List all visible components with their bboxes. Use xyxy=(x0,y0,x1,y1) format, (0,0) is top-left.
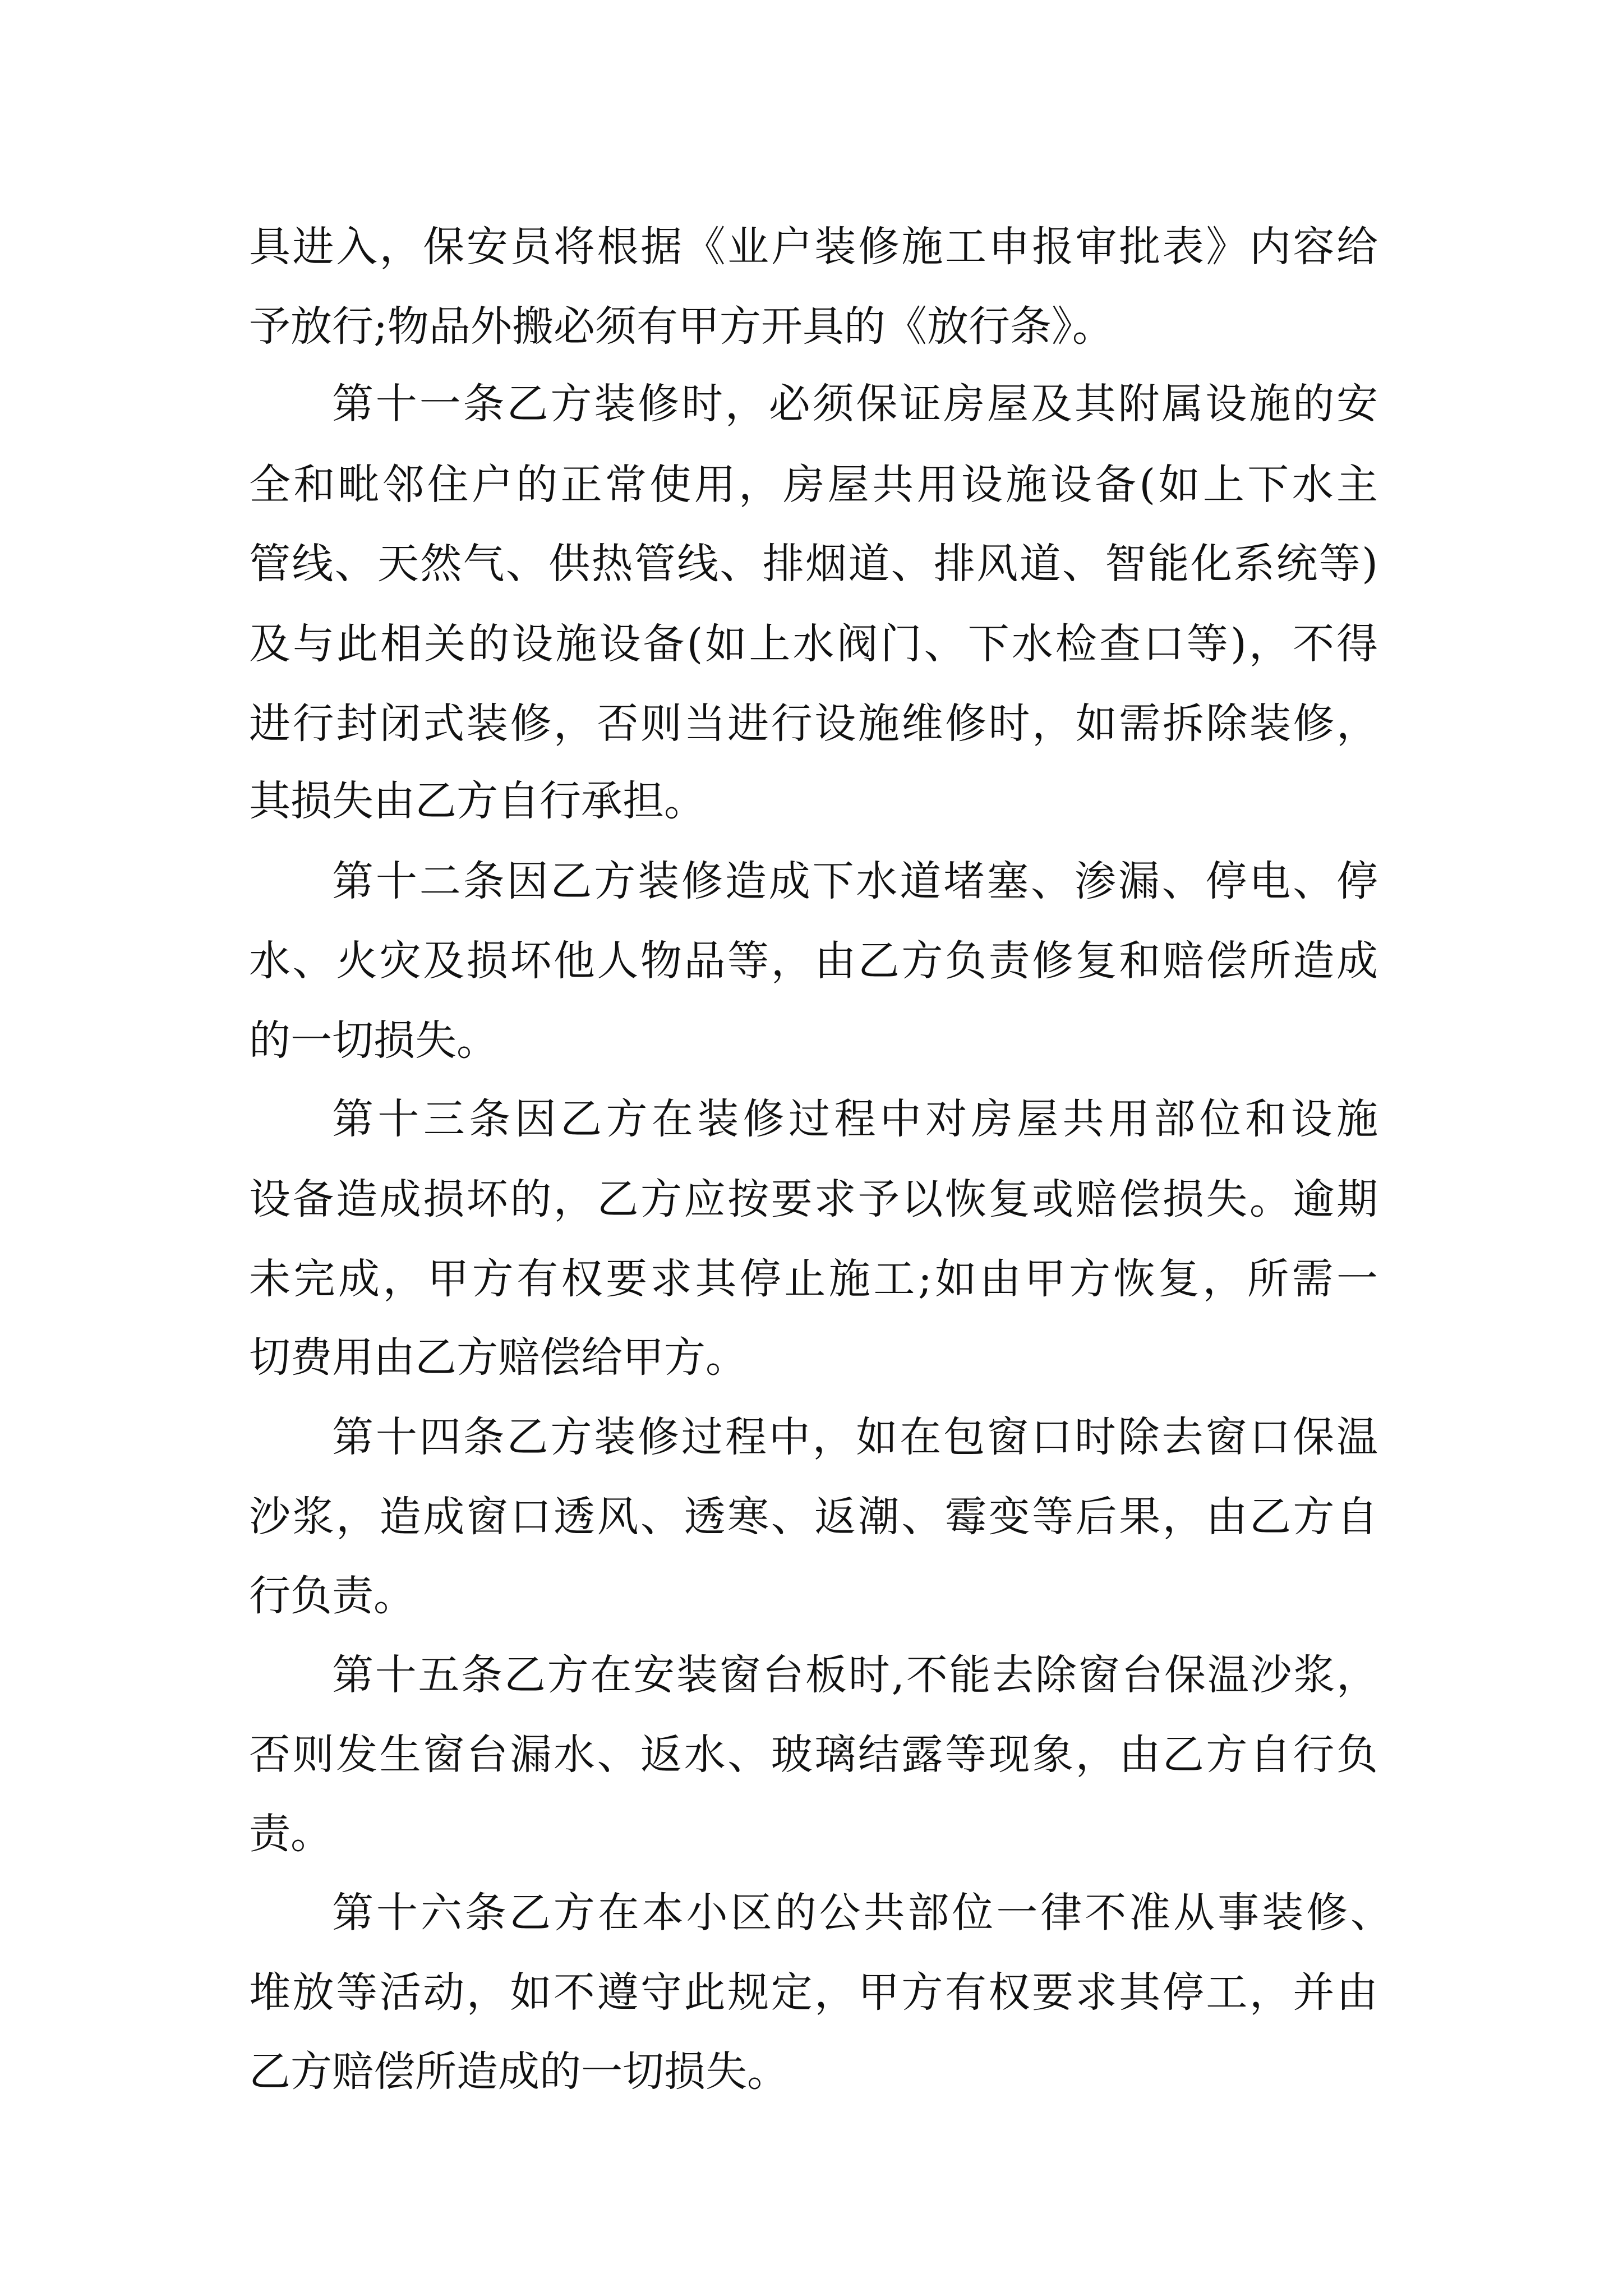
text-line xyxy=(249,1571,1378,1621)
text-line xyxy=(332,1094,1378,1144)
text-line xyxy=(249,1729,1378,1780)
line-text: 沙浆，造成窗口透风、透寒、返潮、霉变等后果，由乙方自 xyxy=(249,1493,1378,1541)
line-text: 乙方赔偿所造成的一切损失。 xyxy=(249,2047,789,2096)
text-line xyxy=(249,539,1378,589)
line-text: 堆放等活动，如不遵守此规定，甲方有权要求其停工，并由 xyxy=(249,1968,1378,2017)
line-text: 及与此相关的设施设备(如上水阀门、下水检查口等)，不得 xyxy=(249,620,1378,668)
text-line xyxy=(249,698,1378,749)
text-line xyxy=(249,459,1378,510)
line-text: 第十六条乙方在本小区的公共部位一律不准从事装修、 xyxy=(332,1889,1392,1937)
line-text: 第十四条乙方装修过程中，如在包窗口时除去窗口保温 xyxy=(332,1413,1378,1461)
text-line xyxy=(332,379,1378,429)
text-line xyxy=(249,1809,1378,1859)
text-line xyxy=(332,1412,1378,1462)
text-line xyxy=(249,1967,1378,2018)
line-text: 责。 xyxy=(249,1810,332,1858)
line-text: 进行封闭式装修，否则当进行设施维修时，如需拆除装修， xyxy=(249,700,1378,748)
text-line xyxy=(332,856,1378,907)
text-line xyxy=(249,301,1378,352)
line-text: 其损失由乙方自行承担。 xyxy=(249,777,706,825)
line-text: 的一切损失。 xyxy=(249,1016,498,1065)
line-text: 未完成，甲方有权要求其停止施工;如由甲方恢复，所需一 xyxy=(249,1255,1378,1303)
line-text: 第十三条因乙方在装修过程中对房屋共用部位和设施 xyxy=(332,1095,1378,1143)
text-line xyxy=(249,1492,1378,1542)
text-line xyxy=(249,776,1378,826)
line-text: 第十二条因乙方装修造成下水道堵塞、渗漏、停电、停 xyxy=(332,857,1378,905)
line-text: 第十一条乙方装修时，必须保证房屋及其附属设施的安 xyxy=(332,380,1378,428)
text-line xyxy=(332,1888,1392,1938)
text-line xyxy=(249,936,1378,986)
line-text: 切费用由乙方赔偿给甲方。 xyxy=(249,1333,747,1382)
line-text: 行负责。 xyxy=(249,1572,415,1620)
line-text: 全和毗邻住户的正常使用，房屋共用设施设备(如上下水主 xyxy=(249,461,1378,509)
line-text: 水、火灾及损坏他人物品等，由乙方负责修复和赔偿所造成 xyxy=(249,937,1378,985)
text-line xyxy=(249,1174,1378,1225)
line-text: 予放行;物品外搬必须有甲方开具的《放行条》。 xyxy=(249,302,1114,351)
line-text: 具进入，保安员将根据《业户装修施工申报审批表》内容给 xyxy=(249,223,1378,271)
line-text: 设备造成损坏的，乙方应按要求予以恢复或赔偿损失。逾期 xyxy=(249,1175,1378,1223)
text-line xyxy=(249,1254,1378,1304)
line-text: 否则发生窗台漏水、返水、玻璃结露等现象，由乙方自行负 xyxy=(249,1731,1378,1779)
text-line xyxy=(249,2046,1378,2097)
text-line xyxy=(249,619,1378,669)
text-line xyxy=(249,1015,1378,1066)
text-line xyxy=(332,1650,1378,1700)
line-text: 管线、天然气、供热管线、排烟道、排风道、智能化系统等) xyxy=(249,540,1378,588)
text-line xyxy=(249,1332,1378,1383)
line-text: 第十五条乙方在安装窗台板时,不能去除窗台保温沙浆， xyxy=(332,1651,1378,1699)
text-line xyxy=(249,222,1378,272)
